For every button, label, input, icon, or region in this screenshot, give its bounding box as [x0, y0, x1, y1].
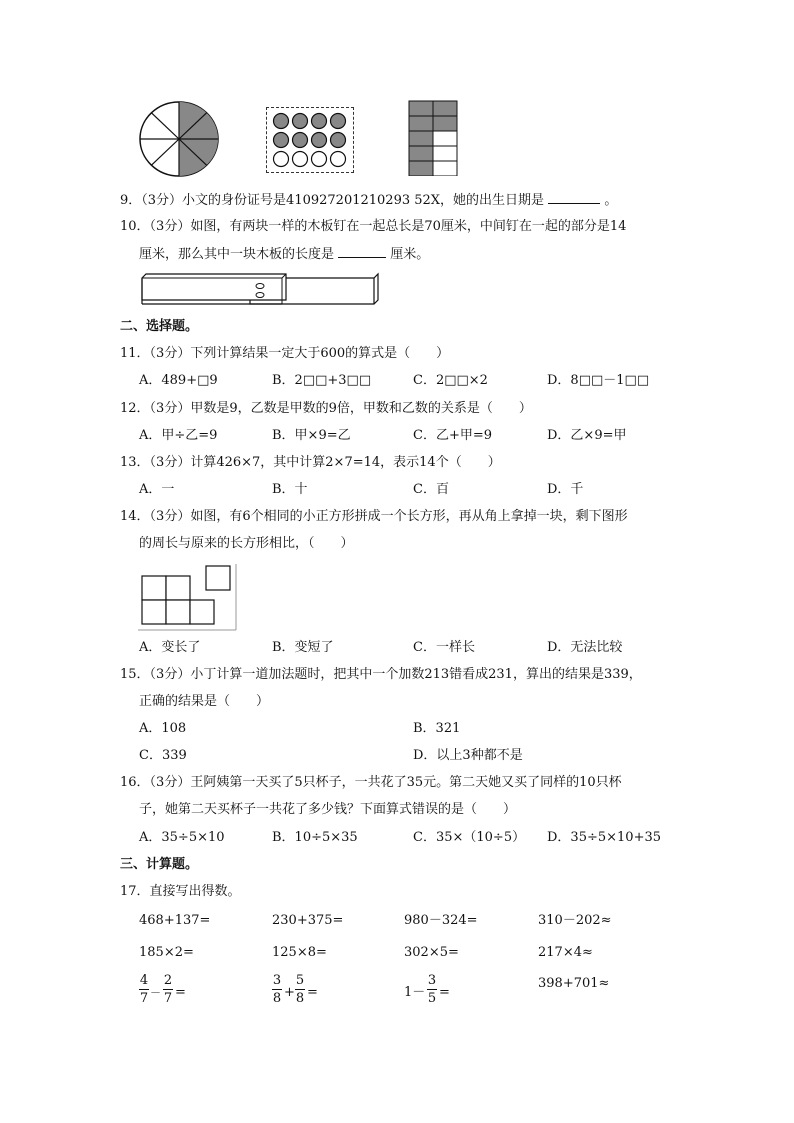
filled-dot	[312, 133, 327, 148]
q12-option-c[interactable]: C．乙+甲=9	[413, 428, 493, 443]
shaded-cell	[433, 101, 457, 116]
q14-option-a[interactable]: A．变长了	[139, 640, 201, 655]
q15-option-c[interactable]: C．339	[139, 748, 187, 763]
filled-dot	[331, 114, 346, 129]
shaded-cell	[433, 116, 457, 131]
q16-option-d[interactable]: D．35÷5×10+35	[547, 830, 661, 845]
q14-option-c[interactable]: C．一样长	[413, 640, 475, 655]
denominator: 7	[139, 991, 149, 1006]
q16-option-a[interactable]: A．35÷5×10	[139, 830, 225, 845]
denominator: 8	[295, 991, 305, 1006]
q11-option-b[interactable]: B．2□□+3□□	[272, 373, 372, 388]
q13-option-b[interactable]: B．十	[272, 482, 308, 497]
figure-wood-boards	[138, 270, 380, 312]
question-16-line2: 子，她第二天买杯子一共花了多少钱？下面算式错误的是（ ）	[139, 802, 517, 817]
section-2-title: 二、选择题。	[120, 319, 199, 334]
question-10-line2	[139, 245, 429, 264]
q15-option-a[interactable]: A．108	[139, 721, 187, 736]
q17-r1-e4: 310－202≈	[538, 913, 612, 928]
q17-r2-e2: 125×8=	[272, 945, 327, 960]
shaded-cell	[409, 131, 433, 146]
q17-r1-e2: 230+375=	[272, 913, 344, 928]
q12-option-a[interactable]: A．甲÷乙=9	[139, 428, 218, 443]
figure-dot-array	[266, 107, 354, 173]
numerator: 2	[163, 973, 173, 988]
filled-dot	[274, 133, 289, 148]
question-9	[120, 191, 617, 210]
question-14-line1: 14．（3分）如图，有6个相同的小正方形拼成一个长方形，再从角上拿掉一块，剩下图形	[120, 509, 628, 524]
figure-circle-fraction	[138, 100, 220, 182]
q11-option-d[interactable]: D．8□□－1□□	[547, 373, 650, 388]
empty-dot	[312, 152, 327, 167]
q12-option-b[interactable]: B．甲×9=乙	[272, 428, 351, 443]
q13-option-a[interactable]: A．一	[139, 482, 175, 497]
q17-r2-e3: 302×5=	[404, 945, 459, 960]
question-15-line2: 正确的结果是（ ）	[139, 694, 270, 709]
q10-answer-blank[interactable]	[338, 245, 386, 258]
numerator: 3	[427, 973, 437, 988]
shaded-cell	[409, 101, 433, 116]
q9-end: 。	[604, 193, 618, 208]
q17-r3-e1-op: －	[150, 986, 161, 999]
q17-r3-e3-pre: 1－	[404, 985, 426, 1000]
q16-option-c[interactable]: C．35×（10÷5）	[413, 830, 526, 845]
question-15-line1: 15．（3分）小丁计算一道加法题时，把其中一个加数213错看成231，算出的结果是339，	[120, 667, 642, 682]
empty-dot	[293, 152, 308, 167]
question-11-stem: 11．（3分）下列计算结果一定大于600的算式是（ ）	[120, 346, 450, 361]
question-13-stem: 13．（3分）计算426×7，其中计算2×7=14，表示14个（ ）	[120, 455, 501, 470]
q14-option-b[interactable]: B．变短了	[272, 640, 334, 655]
q17-r1-e3: 980－324=	[404, 913, 478, 928]
q10-unit: 厘米。	[390, 247, 430, 262]
blank-cell	[433, 161, 457, 176]
figure-grid-fraction	[408, 100, 460, 180]
filled-dot	[293, 114, 308, 129]
section-3-title: 三、计算题。	[120, 857, 199, 872]
filled-dot	[293, 133, 308, 148]
q17-r3-e3-eq: =	[439, 985, 450, 1000]
q9-text: 9．（3分）小文的身份证号是410927201210293 52X，她的出生日期是	[120, 193, 545, 208]
question-14-line2: 的周长与原来的长方形相比，（ ）	[139, 536, 354, 551]
q9-answer-blank[interactable]	[548, 191, 600, 204]
numerator: 3	[272, 973, 282, 988]
q15-option-d[interactable]: D．以上3种都不是	[413, 748, 523, 763]
q17-r3-e3-frac	[427, 973, 437, 1006]
question-16-line1: 16．（3分）王阿姨第一天买了5只杯子，一共花了35元。第二天她又买了同样的10只杯	[120, 775, 622, 790]
filled-dot	[331, 133, 346, 148]
q10-text: 厘米，那么其中一块木板的长度是	[139, 247, 335, 262]
blank-cell	[433, 131, 457, 146]
question-17-stem: 17．直接写出得数。	[120, 884, 241, 899]
blank-cell	[433, 146, 457, 161]
empty-dot	[331, 152, 346, 167]
denominator: 8	[272, 991, 282, 1006]
filled-dot	[274, 114, 289, 129]
empty-dot	[274, 152, 289, 167]
q17-r3-e2-eq: =	[307, 985, 318, 1000]
q13-option-c[interactable]: C．百	[413, 482, 449, 497]
question-12-stem: 12．（3分）甲数是9，乙数是甲数的9倍，甲数和乙数的关系是（ ）	[120, 401, 532, 416]
q15-option-b[interactable]: B．321	[413, 721, 461, 736]
shaded-cell	[409, 146, 433, 161]
q17-r3-e4: 398+701≈	[538, 976, 610, 991]
question-10-line1: 10．（3分）如图，有两块一样的木板钉在一起总长是70厘米，中间钉在一起的部分是14	[120, 219, 627, 234]
filled-dot	[312, 114, 327, 129]
q16-option-b[interactable]: B．10÷5×35	[272, 830, 358, 845]
q17-r1-e1: 468+137=	[139, 913, 211, 928]
numerator: 4	[139, 973, 149, 988]
shaded-cell	[409, 161, 433, 176]
figure-squares	[138, 562, 238, 636]
q17-r3-e2-frac2	[295, 973, 305, 1006]
q11-option-c[interactable]: C．2□□×2	[413, 373, 488, 388]
q11-option-a[interactable]: A．489+□9	[139, 373, 218, 388]
denominator: 7	[163, 991, 173, 1006]
q17-r2-e4: 217×4≈	[538, 945, 593, 960]
q13-option-d[interactable]: D．千	[547, 482, 584, 497]
q17-r3-e1-eq: =	[175, 985, 186, 1000]
shaded-cell	[409, 116, 433, 131]
q17-r2-e1: 185×2=	[139, 945, 194, 960]
q14-option-d[interactable]: D．无法比较	[547, 640, 623, 655]
q17-r3-e2-op: +	[284, 985, 295, 1000]
q17-r3-e1-frac2	[163, 973, 173, 1006]
q17-r3-e1-frac1	[139, 973, 149, 1006]
denominator: 5	[427, 991, 437, 1006]
q17-r3-e2-frac1	[272, 973, 282, 1006]
q12-option-d[interactable]: D．乙×9=甲	[547, 428, 627, 443]
numerator: 5	[295, 973, 305, 988]
